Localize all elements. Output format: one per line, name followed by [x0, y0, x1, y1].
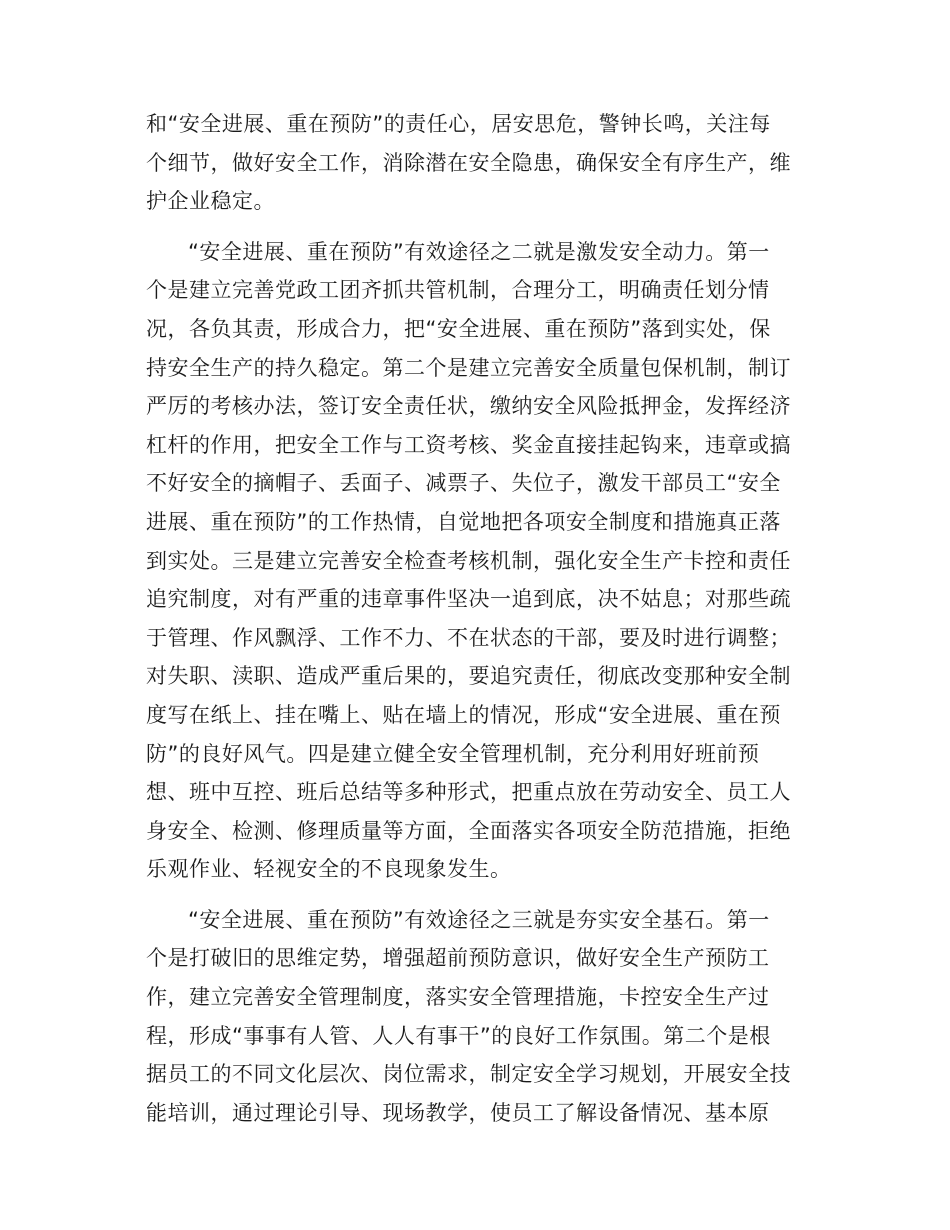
- text-line: 追究制度，对有严重的违章事件坚决一追到底，决不姑息；对那些疏: [146, 587, 791, 612]
- text-line: 能培训，通过理论引导、现场教学，使员工了解设备情况、基本原: [146, 1100, 770, 1125]
- document-body: [146, 105, 796, 1144]
- text-line: 度写在纸上、挂在嘴上、贴在墙上的情况，形成“安全进展、重在预: [146, 702, 781, 727]
- paragraph: [146, 233, 796, 889]
- text-line: 个是建立完善党政工团齐抓共管机制，合理分工，明确责任划分情: [146, 278, 770, 303]
- text-line: 想、班中互控、班后总结等多种形式，把重点放在劳动安全、员工人: [146, 780, 791, 805]
- text-line: 进展、重在预防”的工作热情，自觉地把各项安全制度和措施真正落: [146, 509, 781, 534]
- text-line: 严厉的考核办法，签订安全责任状，缴纳安全风险抵押金，发挥经济: [146, 394, 791, 419]
- text-line: 个细节，做好安全工作，消除潜在安全隐患，确保安全有序生产，维: [146, 150, 791, 175]
- text-line: 杠杆的作用，把安全工作与工资考核、奖金直接挂起钩来，违章或搞: [146, 432, 791, 457]
- text-line: 况，各负其责，形成合力，把“安全进展、重在预防”落到实处，保: [146, 316, 771, 341]
- text-line: 个是打破旧的思维定势，增强超前预防意识，做好安全生产预防工: [146, 946, 770, 971]
- paragraph: [146, 901, 796, 1133]
- text-line: 作，建立完善安全管理制度，落实安全管理措施，卡控安全生产过: [146, 985, 770, 1010]
- text-line: 护企业稳定。: [146, 189, 275, 214]
- text-line: “安全进展、重在预防”有效途径之三就是夯实安全基石。第一: [188, 907, 770, 932]
- paragraph: [146, 105, 796, 221]
- text-line: 程，形成“事事有人管、人人有事干”的良好工作氛围。第二个是根: [146, 1023, 771, 1048]
- text-line: 身安全、检测、修理质量等方面，全面落实各项安全防范措施，拒绝: [146, 818, 791, 843]
- text-line: 到实处。三是建立完善安全检查考核机制，强化安全生产卡控和责任: [146, 548, 791, 573]
- text-line: 和“安全进展、重在预防”的责任心，居安思危，警钟长鸣，关注每: [146, 112, 771, 136]
- text-line: 对失职、渎职、造成严重后果的，要追究责任，彻底改变那种安全制: [146, 664, 791, 689]
- text-line: “安全进展、重在预防”有效途径之二就是激发安全动力。第一: [188, 239, 770, 264]
- text-line: 据员工的不同文化层次、岗位需求，制定安全学习规划，开展安全技: [146, 1062, 791, 1087]
- text-line: 不好安全的摘帽子、丢面子、减票子、失位子，激发干部员工“安全: [146, 471, 781, 496]
- text-line: 防”的良好风气。四是建立健全安全管理机制，充分利用好班前预: [146, 741, 760, 766]
- text-line: 乐观作业、轻视安全的不良现象发生。: [146, 857, 512, 882]
- text-line: 持安全生产的持久稳定。第二个是建立完善安全质量包保机制，制订: [146, 355, 791, 380]
- text-line: 于管理、作风飘浮、工作不力、不在状态的干部，要及时进行调整；: [146, 625, 791, 650]
